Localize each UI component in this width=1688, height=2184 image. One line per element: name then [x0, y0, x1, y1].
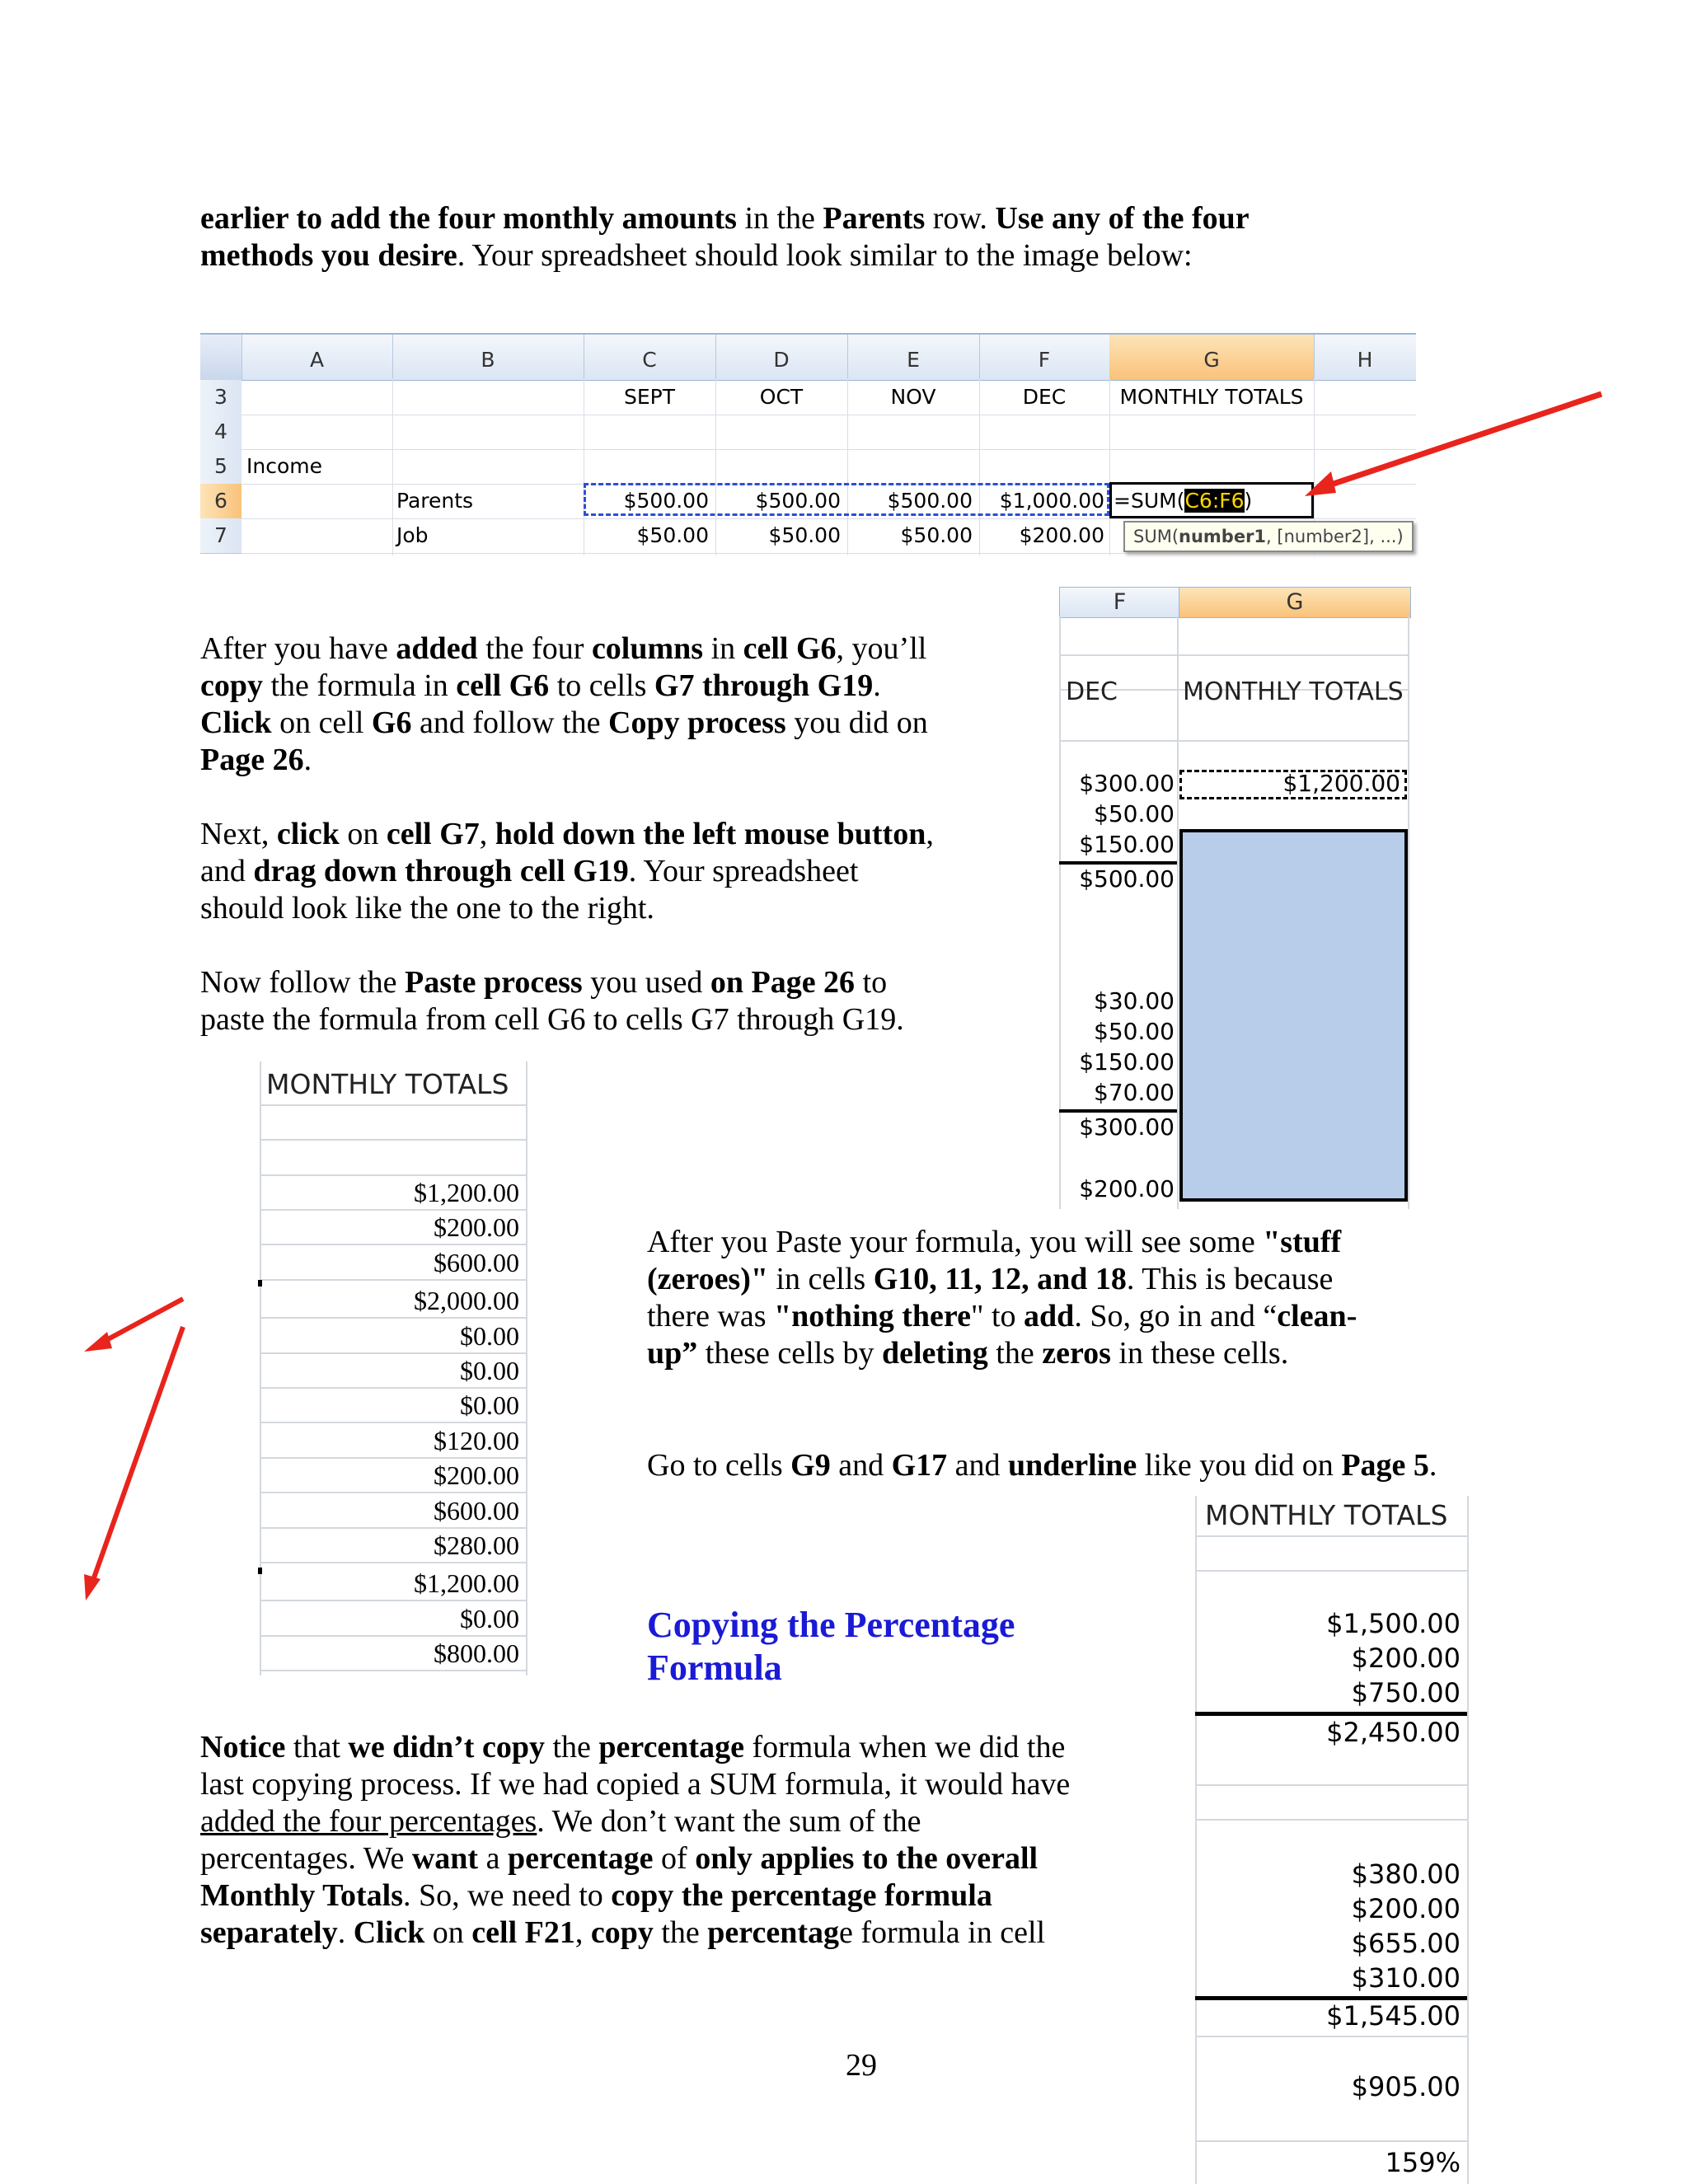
fg-cell-f15: $70.00 — [1094, 1079, 1175, 1106]
column-header-e: E — [847, 335, 980, 380]
cell-a5: Income — [246, 454, 322, 478]
paragraph-copy-formula: After you have added the four columns in cell G6, you’ll copy the formula in cell G6 to cells G7 through G19. Click on cell G6 and follow the Copy process you did on Page 26. — [200, 631, 928, 777]
cell-e6: $500.00 — [887, 489, 973, 513]
right-value-5: $200.00 — [1351, 1893, 1461, 1924]
row-header-7: 7 — [200, 518, 241, 554]
column-header-d: D — [715, 335, 848, 380]
column-header-f: F — [979, 335, 1110, 380]
cell-c7: $50.00 — [636, 523, 709, 547]
cell-e7: $50.00 — [900, 523, 973, 547]
intro-paragraph — [200, 200, 1420, 274]
right-value-1: $1,500.00 — [1326, 1608, 1461, 1639]
left-value-9: $200.00 — [434, 1460, 519, 1491]
row-header-3: 3 — [200, 380, 241, 415]
left-value-6: $0.00 — [460, 1356, 519, 1385]
fg-cell-f9: $500.00 — [1079, 865, 1175, 893]
paragraph-paste: Now follow the Paste process you used on Page 26 to paste the formula from cell G6 to cells G7 through G19. — [200, 965, 904, 1037]
fg-cell-f8: $150.00 — [1079, 831, 1175, 858]
fg-cell-g6: $1,200.00 — [1282, 770, 1400, 797]
fg-cell-f12: $30.00 — [1094, 987, 1175, 1015]
fg-cell-f14: $150.00 — [1079, 1048, 1175, 1076]
excel-screenshot — [200, 333, 1416, 555]
right-value-2: $200.00 — [1351, 1643, 1461, 1674]
cell-g3: MONTHLY TOTALS — [1119, 385, 1304, 409]
right-percent: 159% — [1385, 2147, 1461, 2178]
fg-column-screenshot — [1059, 587, 1414, 1209]
left-value-12: $1,200.00 — [414, 1568, 519, 1599]
fg-header-dec: DEC — [1066, 677, 1118, 706]
arrow-to-formula-icon — [1255, 382, 1626, 514]
column-header-row — [200, 333, 1416, 381]
red-arrows-icon — [74, 1286, 198, 1615]
paragraph-percentage: Notice that we didn’t copy the percentage formula when we did the last copying process. If we had copied a SUM formula, it would have added the four percentages. We don’t want the sum of the percentages. We want a percentage of only applies to the overall Monthly Totals. So, we need to copy the percentage formula separately. Click on cell F21, copy the percentage formula in cell — [200, 1730, 1071, 1950]
right-total-2: $1,545.00 — [1326, 2000, 1461, 2032]
row-header-5: 5 — [200, 449, 241, 485]
left-value-13: $0.00 — [460, 1603, 519, 1633]
column-header-h: H — [1357, 348, 1373, 372]
fg-cell-f7: $50.00 — [1094, 800, 1175, 827]
left-column-header: MONTHLY TOTALS — [266, 1068, 509, 1100]
left-value-8: $120.00 — [434, 1425, 519, 1455]
left-value-4: $2,000.00 — [414, 1286, 519, 1316]
cell-c6: $500.00 — [623, 489, 709, 513]
right-monthly-totals-column — [1195, 1496, 1469, 2184]
left-value-7: $0.00 — [460, 1390, 519, 1421]
left-value-11: $280.00 — [434, 1530, 519, 1560]
page-number: 29 — [846, 2048, 877, 2083]
row-header-6: 6 — [200, 484, 241, 519]
cell-b6: Parents — [396, 489, 474, 513]
fg-cell-f13: $50.00 — [1094, 1018, 1175, 1045]
fg-cell-f16: $300.00 — [1079, 1113, 1175, 1141]
right-value-8: $905.00 — [1351, 2071, 1461, 2102]
cell-f7: $200.00 — [1019, 523, 1104, 547]
cell-e3: NOV — [890, 385, 936, 409]
right-value-4: $380.00 — [1351, 1858, 1461, 1890]
left-value-2: $200.00 — [434, 1212, 519, 1243]
left-value-5: $0.00 — [460, 1320, 519, 1351]
function-tooltip: SUM(number1, [number2], ...) — [1123, 521, 1414, 552]
section-heading: Copying the Percentage Formula — [647, 1605, 1015, 1688]
formula-in-cell[interactable]: =SUM(C6:F6) — [1114, 489, 1253, 513]
right-value-7: $310.00 — [1351, 1962, 1461, 1994]
right-total-1: $2,450.00 — [1326, 1717, 1461, 1748]
row-header-4: 4 — [200, 415, 241, 450]
selection-g7-g19[interactable] — [1179, 829, 1408, 1202]
fg-column-header-f: F — [1059, 587, 1180, 618]
cell-f3: DEC — [1022, 385, 1067, 409]
left-value-10: $600.00 — [434, 1495, 519, 1526]
left-value-3: $600.00 — [434, 1247, 519, 1277]
fg-column-header-g: G — [1179, 587, 1411, 618]
cell-d6: $500.00 — [755, 489, 841, 513]
intro-line-1: earlier to add the four monthly amounts in the Parents row. Use any of the four — [200, 201, 1250, 236]
column-header-c: C — [584, 335, 716, 380]
intro-line-2: methods you desire. Your spreadsheet should look similar to the image below: — [200, 238, 1193, 273]
right-value-6: $655.00 — [1351, 1928, 1461, 1959]
cell-b7: Job — [396, 523, 429, 547]
column-header-g: G — [1109, 335, 1315, 380]
right-column-header: MONTHLY TOTALS — [1205, 1499, 1448, 1531]
paragraph-drag-select: Next, click on cell G7, hold down the left mouse button, and drag down through cell G19. Your spreadsheet should look like the one to the right. — [200, 817, 934, 926]
cell-d3: OCT — [759, 385, 804, 409]
paragraph-underline: Go to cells G9 and G17 and underline like you did on Page 5. — [647, 1448, 1437, 1483]
column-header-b: B — [392, 335, 584, 380]
left-value-1: $1,200.00 — [414, 1178, 519, 1207]
fg-header-monthly-totals: MONTHLY TOTALS — [1183, 677, 1404, 706]
fg-cell-f18: $200.00 — [1079, 1175, 1175, 1202]
right-value-3: $750.00 — [1351, 1677, 1461, 1708]
column-header-a: A — [241, 335, 393, 380]
left-value-14: $800.00 — [434, 1638, 519, 1669]
fg-cell-f6: $300.00 — [1079, 770, 1175, 797]
cell-c3: SEPT — [623, 385, 675, 409]
cell-f6: $1,000.00 — [999, 489, 1104, 513]
select-all-corner — [200, 335, 242, 380]
paragraph-zeroes: After you Paste your formula, you will see some "stuff (zeroes)" in cells G10, 11, 12, and 18. This is because there was "nothing there" to add. So, go in and “clean- up” these cells by deleting the zeros in these cells. — [647, 1225, 1357, 1371]
cell-d7: $50.00 — [768, 523, 841, 547]
